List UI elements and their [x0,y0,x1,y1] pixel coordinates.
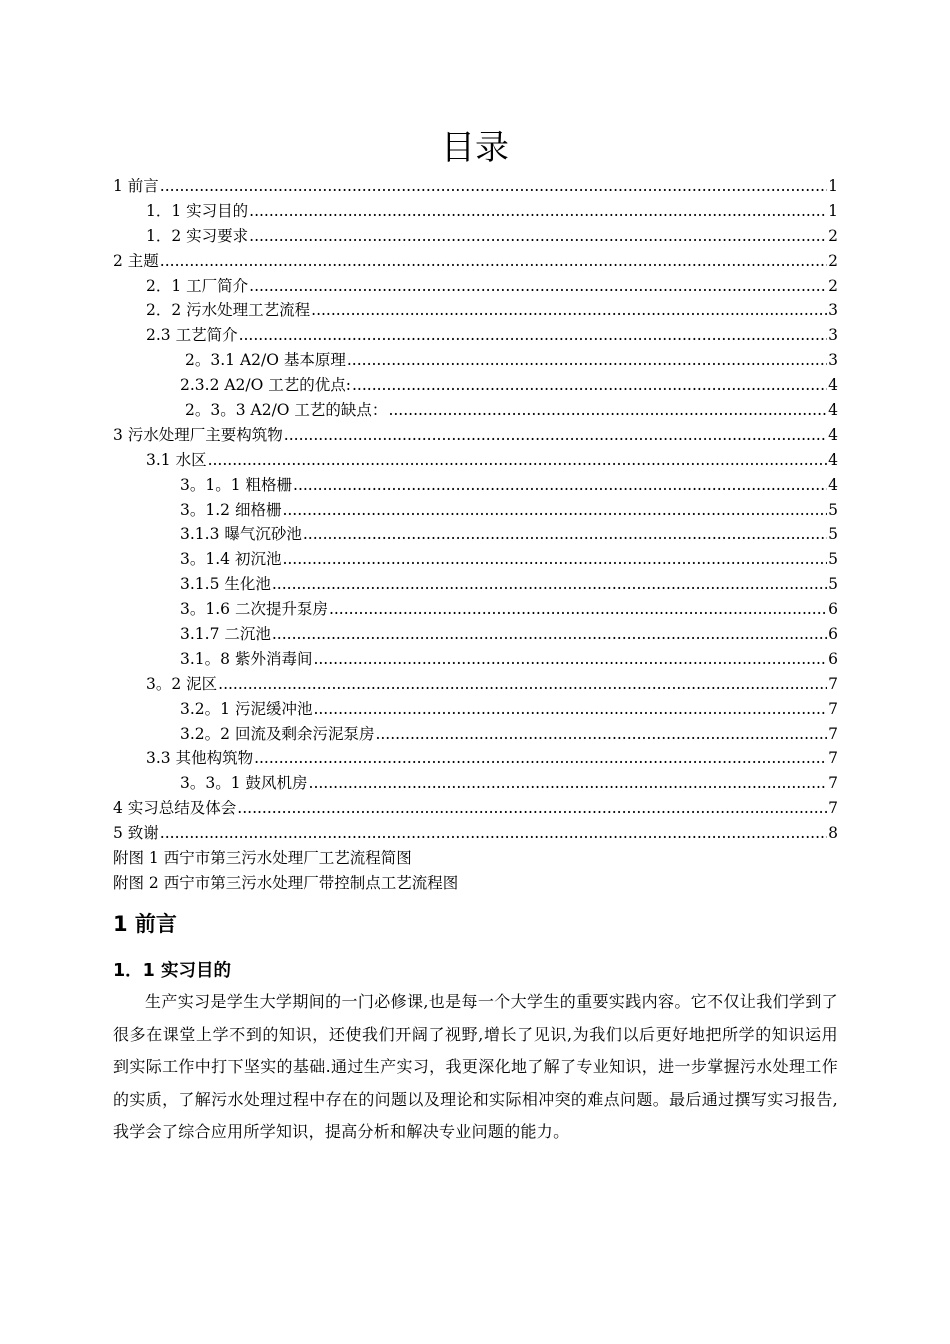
toc-entry-label: 2．1 工厂简介 [146,276,249,295]
toc-entry[interactable] [113,597,838,622]
toc-leader-dots [208,448,828,473]
toc-entry-page: 8 [828,824,838,843]
toc-entry[interactable] [113,498,838,523]
toc-leader-dots [284,423,827,448]
toc-entry-page: 7 [828,749,838,768]
toc-leader-dots [313,697,827,722]
toc-leader-dots [160,174,827,199]
toc-leader-dots [388,398,827,423]
toc-entry[interactable] [113,199,838,224]
toc-leader-dots [309,771,828,796]
toc-leader-dots [160,821,827,846]
toc-entry-label: 2．2 污水处理工艺流程 [146,301,311,320]
toc-entry-page: 3 [828,301,838,320]
toc-leader-dots [237,796,827,821]
toc-leader-dots [272,622,827,647]
toc-leader-dots [218,672,827,697]
toc-entry[interactable] [113,697,838,722]
toc-leader-dots [272,572,827,597]
toc-entry-label: 2。3.1 A2/O 基本原理 [185,351,346,370]
toc-entry-page: 7 [828,799,838,818]
toc-leader-dots [160,249,827,274]
appendix-item-1: 附图 1 西宁市第三污水处理厂工艺流程简图 [113,849,412,867]
toc-entry-page: 7 [828,699,838,718]
toc-entry-label: 3.1。8 紫外消毒间 [180,649,313,668]
toc-leader-dots [375,722,827,747]
toc-entry[interactable] [113,448,838,473]
toc-entry-label: 3。1.4 初沉池 [180,550,282,569]
toc-entry[interactable] [113,821,838,846]
toc-entry-page: 4 [828,425,838,444]
toc-leader-dots [249,224,827,249]
table-of-contents [113,174,838,846]
toc-leader-dots [347,348,827,373]
toc-entry[interactable] [113,796,838,821]
toc-entry[interactable] [113,274,838,299]
toc-entry-label: 1．2 实习要求 [146,226,249,245]
toc-entry-label: 2.3.2 A2/O 工艺的优点: [180,376,351,395]
toc-entry[interactable] [113,647,838,672]
toc-entry[interactable] [113,572,838,597]
toc-entry[interactable] [113,722,838,747]
toc-entry-page: 4 [828,401,838,420]
toc-entry-page: 3 [828,326,838,345]
toc-leader-dots [303,522,827,547]
toc-entry-page: 6 [828,649,838,668]
toc-entry-page: 7 [828,674,838,693]
toc-entry-label: 3.2。2 回流及剩余污泥泵房 [180,724,375,743]
appendix-item-2: 附图 2 西宁市第三污水处理厂带控制点工艺流程图 [113,874,459,892]
toc-leader-dots [282,498,827,523]
toc-entry-page: 5 [828,525,838,544]
toc-entry-label: 4 实习总结及体会 [113,799,237,818]
toc-leader-dots [311,298,827,323]
toc-entry[interactable] [113,224,838,249]
toc-entry-label: 2。3。3 A2/O 工艺的缺点： [185,401,388,420]
toc-entry[interactable] [113,398,838,423]
toc-entry-label: 3.1.7 二沉池 [180,625,271,644]
toc-entry[interactable] [113,622,838,647]
toc-leader-dots [282,547,827,572]
toc-entry-page: 4 [828,450,838,469]
toc-entry-label: 1 前言 [113,177,159,195]
toc-entry[interactable] [113,771,838,796]
toc-entry-label: 2 主题 [113,251,159,270]
toc-title: 目录 [441,128,509,168]
toc-entry-label: 2.3 工艺简介 [146,326,238,345]
toc-entry[interactable] [113,298,838,323]
toc-leader-dots [329,597,827,622]
toc-entry-page: 7 [828,774,838,793]
toc-entry-page: 6 [828,625,838,644]
toc-entry[interactable] [113,473,838,498]
toc-entry[interactable] [113,373,838,398]
toc-entry-label: 3.1.5 生化池 [180,575,271,594]
toc-leader-dots [313,647,827,672]
toc-entry-label: 3。1.6 二次提升泵房 [180,600,328,619]
toc-entry[interactable] [113,174,838,199]
toc-entry-label: 3.1.3 曝气沉砂池 [180,525,302,544]
toc-entry-label: 3.2。1 污泥缓冲池 [180,699,313,718]
body-paragraph: 生产实习是学生大学期间的一门必修课,也是每一个大学生的重要实践内容。它不仅让我们学到了很多在课堂上学不到的知识，还使我们开阔了视野,增长了见识,为我们以后更好地把所学的知识运用到实际工作中打下坚实的基础.通过生产实习，我更深化地了解了专业知识，进一步掌握污水处理工作的实质，了解污水处理过程中存在的问题以及理论和实际相冲突的难点问题。最后通过撰写实习报告,我学会了综合应用所学知识，提高分析和解决专业问题的能力。 [113,992,838,1141]
toc-entry[interactable] [113,746,838,771]
toc-leader-dots [249,199,827,224]
toc-entry-label: 3。1。1 粗格栅 [180,475,293,494]
subsection-heading: 1．1 实习目的 [113,961,231,981]
toc-entry[interactable] [113,348,838,373]
toc-entry-label: 1．1 实习目的 [146,201,249,220]
toc-entry-label: 3 污水处理厂主要构筑物 [113,425,283,444]
toc-entry[interactable] [113,547,838,572]
toc-leader-dots [352,373,827,398]
toc-entry[interactable] [113,323,838,348]
toc-entry-page: 4 [828,376,838,395]
toc-leader-dots [249,274,827,299]
toc-entry-page: 1 [828,201,838,220]
toc-entry-page: 2 [828,251,838,270]
toc-entry-page: 2 [828,276,838,295]
toc-entry[interactable] [113,249,838,274]
toc-leader-dots [239,323,828,348]
toc-entry[interactable] [113,672,838,697]
toc-entry-page: 4 [828,475,838,494]
toc-entry-label: 3。1.2 细格栅 [180,500,282,519]
toc-entry-page: 3 [828,351,838,370]
toc-entry-page: 5 [828,550,838,569]
section-heading: 1 前言 [113,912,177,936]
toc-entry-label: 3。3。1 鼓风机房 [180,774,308,793]
toc-entry-page: 6 [828,600,838,619]
toc-entry-label: 3。2 泥区 [146,674,218,693]
toc-entry-page: 5 [828,575,838,594]
toc-entry[interactable] [113,423,838,448]
toc-leader-dots [293,473,827,498]
toc-entry[interactable] [113,522,838,547]
toc-leader-dots [254,746,827,771]
toc-entry-page: 1 [828,177,838,195]
toc-entry-label: 3.1 水区 [146,450,207,469]
toc-entry-page: 2 [828,226,838,245]
toc-entry-page: 5 [828,500,838,519]
toc-entry-label: 5 致谢 [113,824,159,843]
toc-entry-label: 3.3 其他构筑物 [146,749,254,768]
toc-entry-page: 7 [828,724,838,743]
